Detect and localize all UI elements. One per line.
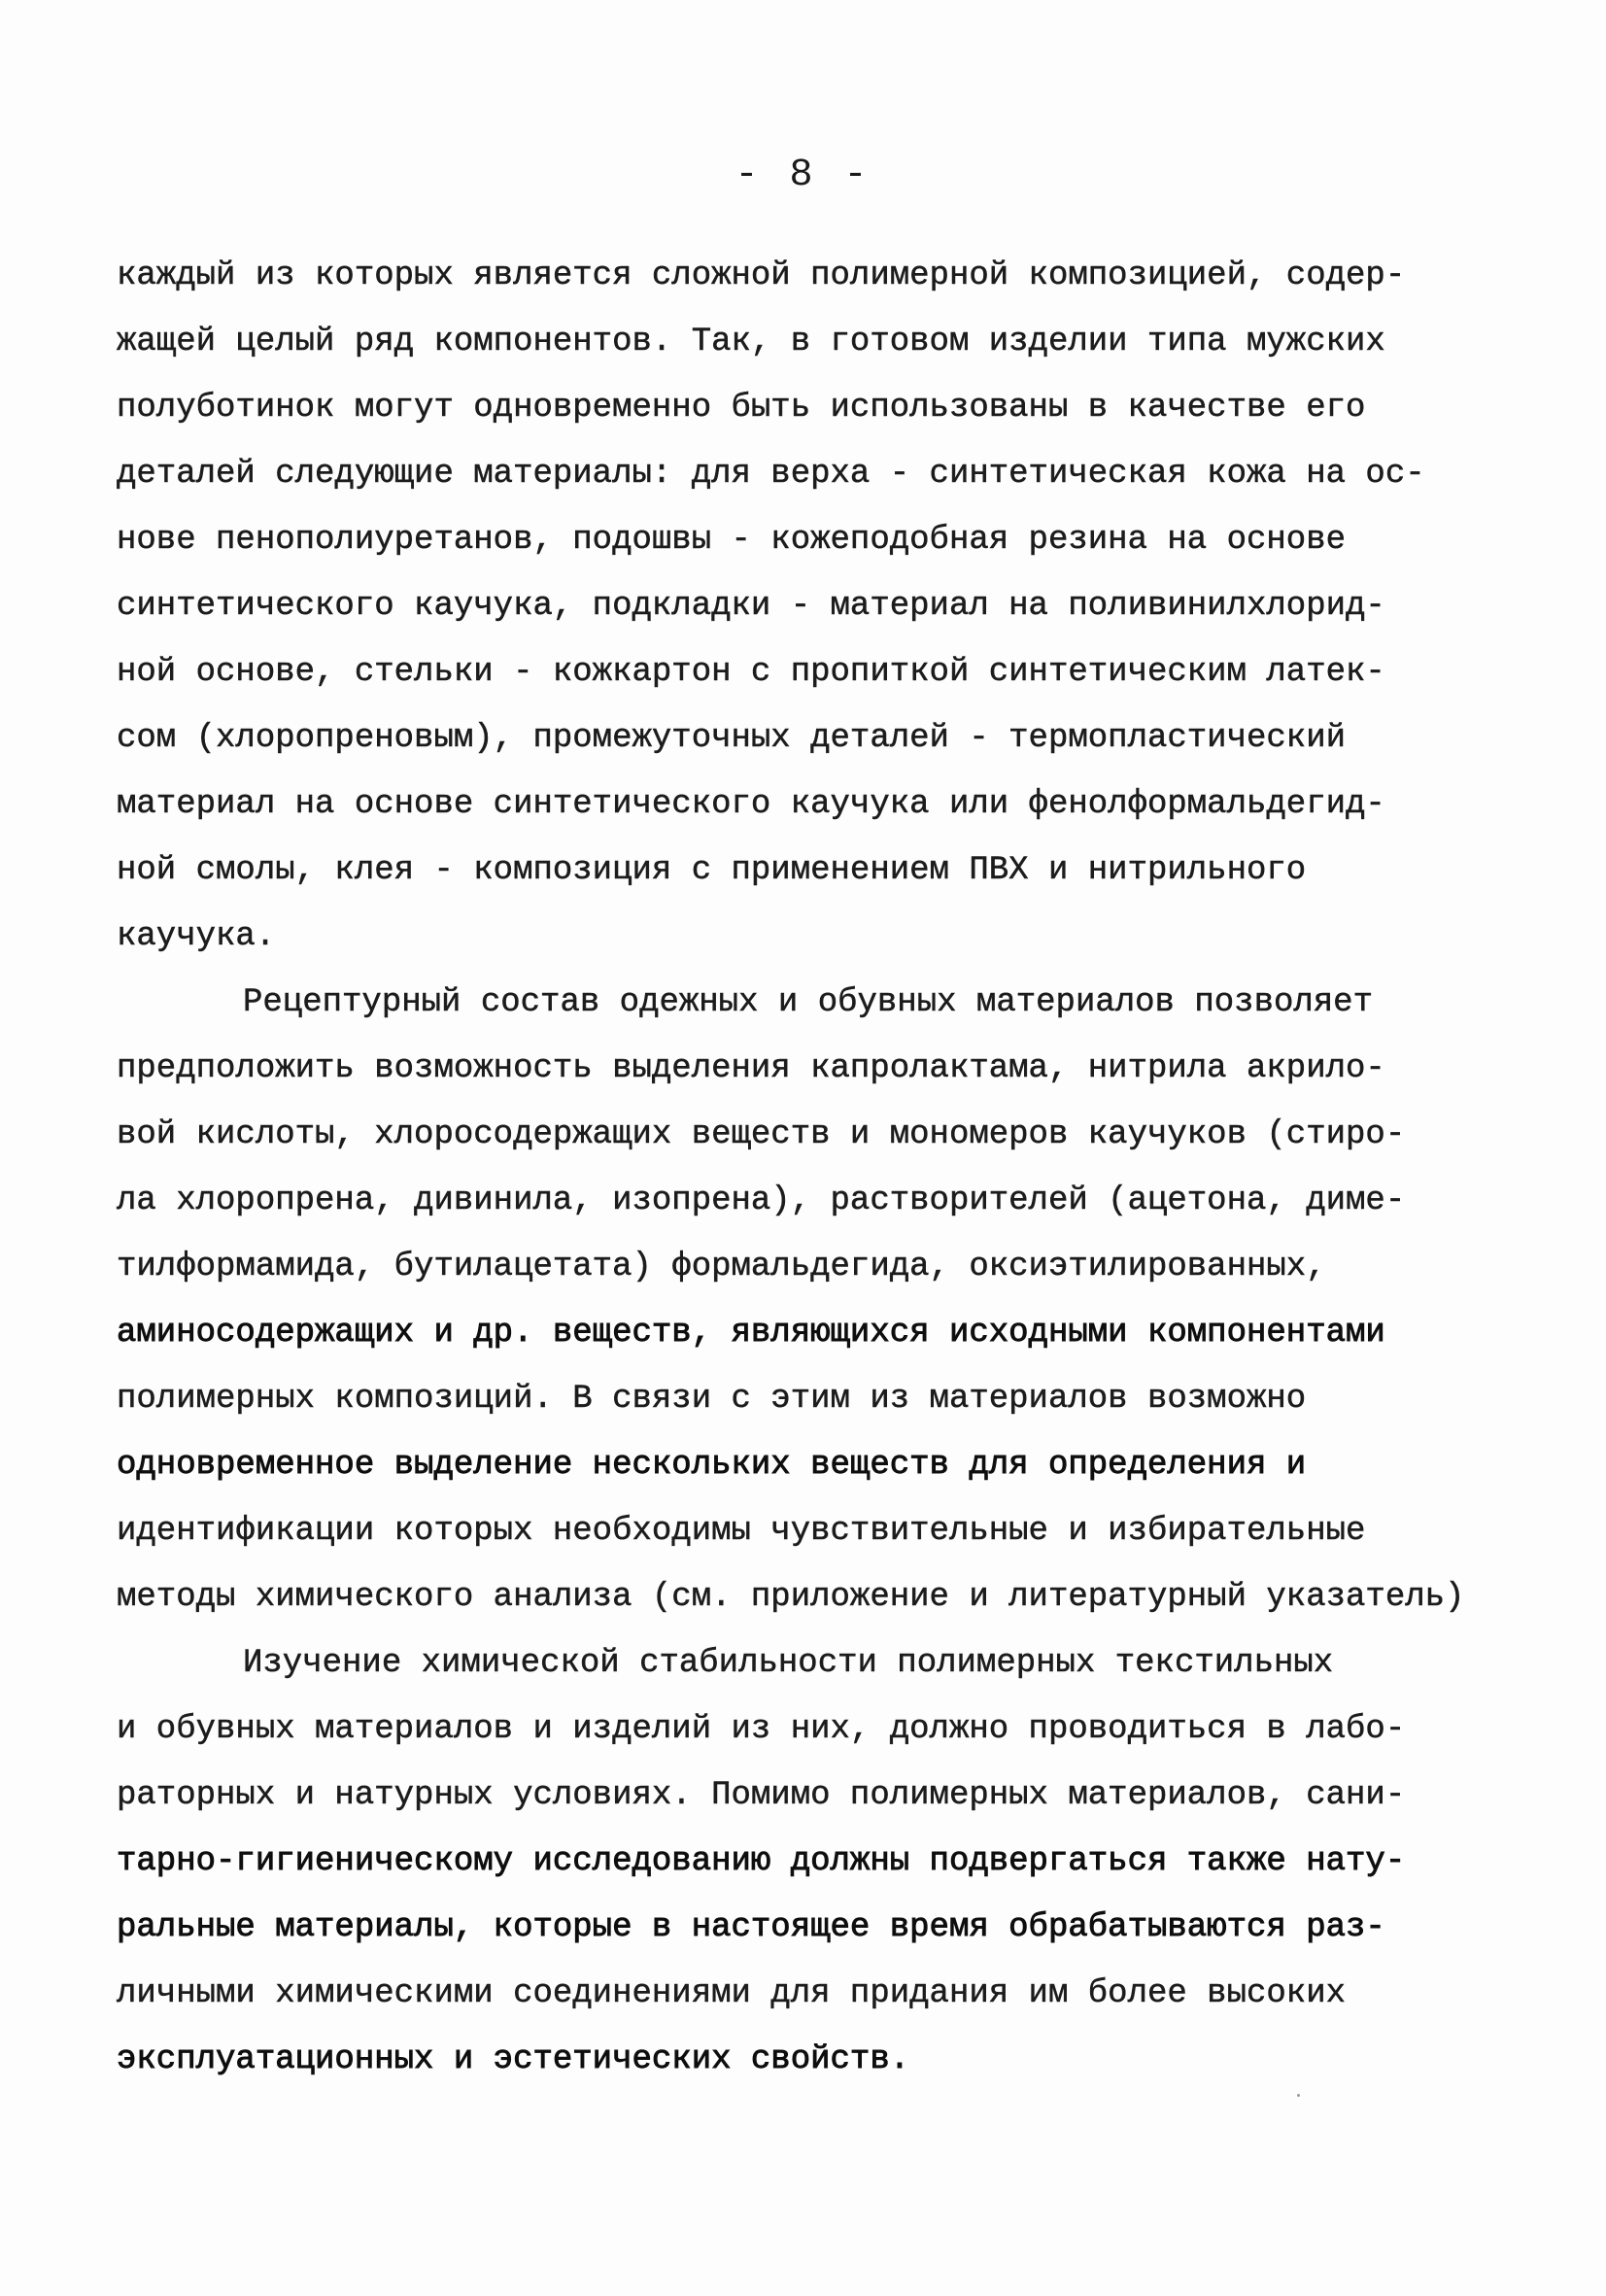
text-line: раторных и натурных условиях. Помимо полимерных материалов, сани- bbox=[117, 1777, 1406, 1814]
text-line: аминосодержащих и др. веществ, являющихся исходными компонентами bbox=[117, 1315, 1385, 1352]
text-line: сом (хлоропреновым), промежуточных деталей - термопластический bbox=[117, 720, 1347, 757]
paragraph-start-line: Изучение химической стабильности полимерных текстильных bbox=[243, 1645, 1334, 1682]
page-number: - 8 - bbox=[735, 154, 871, 197]
text-line: деталей следующие материалы: для верха - синтетическая кожа на ос- bbox=[117, 456, 1425, 493]
text-line: полимерных композиций. В связи с этим из материалов возможно bbox=[117, 1381, 1307, 1418]
text-line: синтетического каучука, подкладки - материал на поливинилхлорид- bbox=[117, 588, 1385, 625]
text-line: и обувных материалов и изделий из них, должно проводиться в лабо- bbox=[117, 1711, 1406, 1748]
text-line: идентификации которых необходимы чувствительные и избирательные bbox=[117, 1513, 1366, 1550]
text-line: материал на основе синтетического каучука или фенолформальдегид- bbox=[117, 786, 1385, 823]
text-line: предположить возможность выделения капролактама, нитрила акрило- bbox=[117, 1050, 1385, 1087]
text-line: эксплуатационных и эстетических свойств. bbox=[117, 2041, 910, 2078]
text-line: методы химического анализа (см. приложение и литературный указатель) bbox=[117, 1579, 1465, 1616]
text-line: ральные материалы, которые в настоящее время обрабатываются раз- bbox=[117, 1909, 1385, 1946]
text-line: ной основе, стельки - кожкартон с пропиткой синтетическим латек- bbox=[117, 654, 1385, 691]
text-line: каучука. bbox=[117, 918, 276, 955]
text-line: жащей целый ряд компонентов. Так, в готовом изделии типа мужских bbox=[117, 324, 1385, 360]
text-line: одновременное выделение нескольких веществ для определения и bbox=[117, 1447, 1307, 1484]
text-line: нове пенополиуретанов, подошвы - кожеподобная резина на основе bbox=[117, 522, 1347, 559]
body-text bbox=[117, 243, 1496, 2093]
text-line: вой кислоты, хлоросодержащих веществ и мономеров каучуков (стиро- bbox=[117, 1116, 1406, 1153]
paragraph-start-line: Рецептурный состав одежных и обувных материалов позволяет bbox=[243, 984, 1373, 1021]
text-line: ной смолы, клея - композиция с применением ПВХ и нитрильного bbox=[117, 852, 1307, 889]
text-line: ла хлоропрена, дивинила, изопрена), растворителей (ацетона, диме- bbox=[117, 1182, 1406, 1219]
text-line: каждый из которых является сложной полимерной композицией, содер- bbox=[117, 257, 1406, 294]
text-line: тилформамида, бутилацетата) формальдегида, оксиэтилированных, bbox=[117, 1249, 1326, 1285]
scan-speck bbox=[1297, 2094, 1300, 2097]
text-line: тарно-гигиеническому исследованию должны подвергаться также нату- bbox=[117, 1843, 1406, 1880]
text-line: личными химическими соединениями для придания им более высоких bbox=[117, 1975, 1347, 2012]
text-line: полуботинок могут одновременно быть использованы в качестве его bbox=[117, 390, 1366, 427]
